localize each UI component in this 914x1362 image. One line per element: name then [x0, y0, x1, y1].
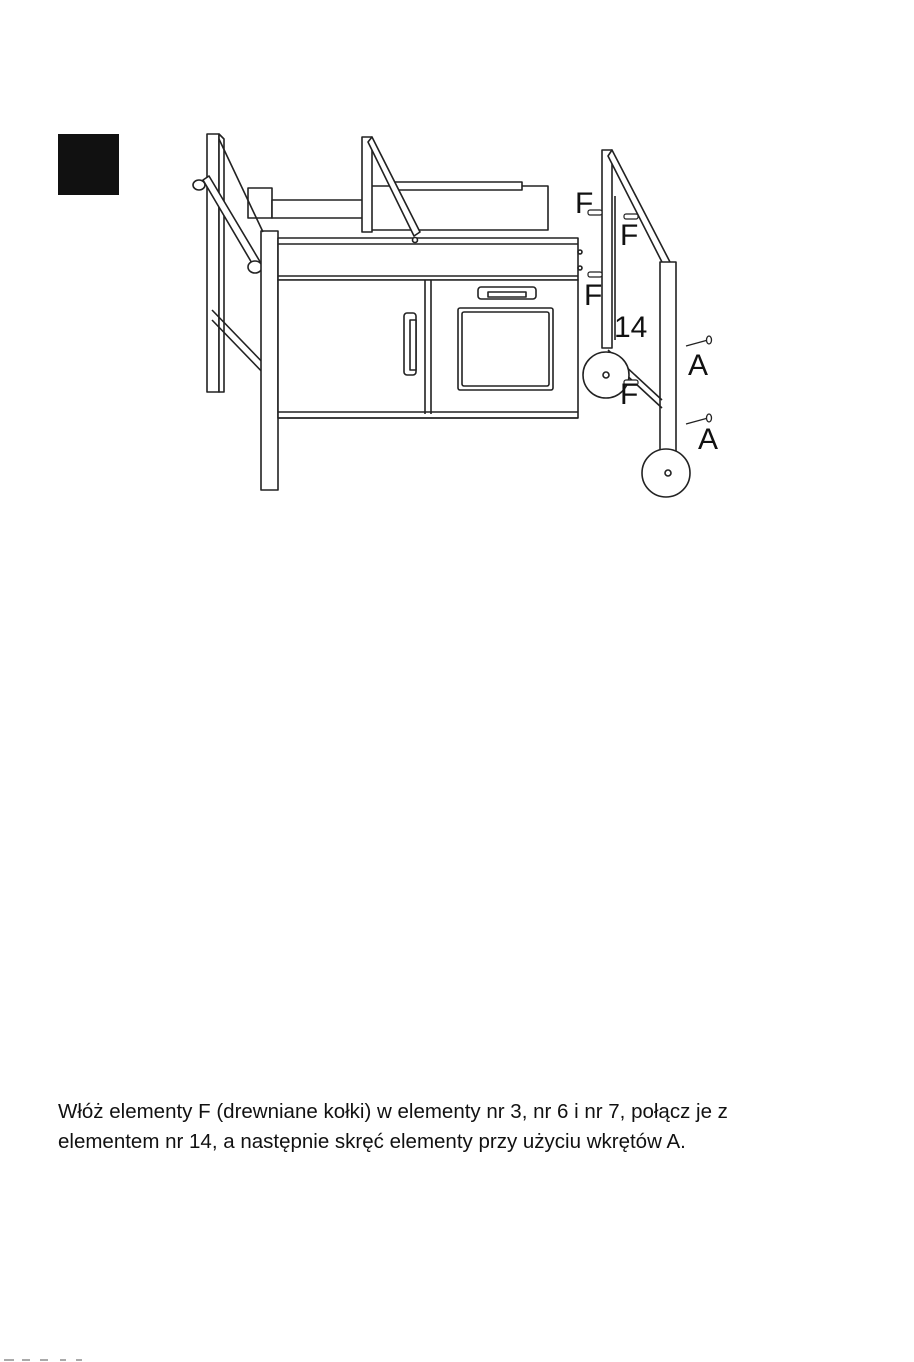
label-screw-a-1: A: [688, 349, 709, 382]
instruction-line-1: Włóż elementy F (drewniane kołki) w elementy nr 3, nr 6 i nr 7, połącz je z: [58, 1100, 728, 1123]
header-board: [278, 238, 578, 280]
label-part-14: 14: [614, 311, 648, 344]
wheel-front: [642, 449, 690, 497]
label-dowel-f-4: F: [620, 378, 639, 411]
label-dowel-f-3: F: [584, 279, 603, 312]
label-dowel-f-2: F: [620, 219, 639, 252]
instruction-line-2: elementem nr 14, a następnie skręć elementy przy użyciu wkrętów A.: [58, 1130, 686, 1153]
scan-artifact: [0, 1356, 110, 1362]
instruction-text: [58, 1097, 858, 1157]
label-screw-a-2: A: [698, 423, 719, 456]
label-dowel-f-1: F: [575, 187, 594, 220]
cabinet-body: [278, 280, 578, 418]
